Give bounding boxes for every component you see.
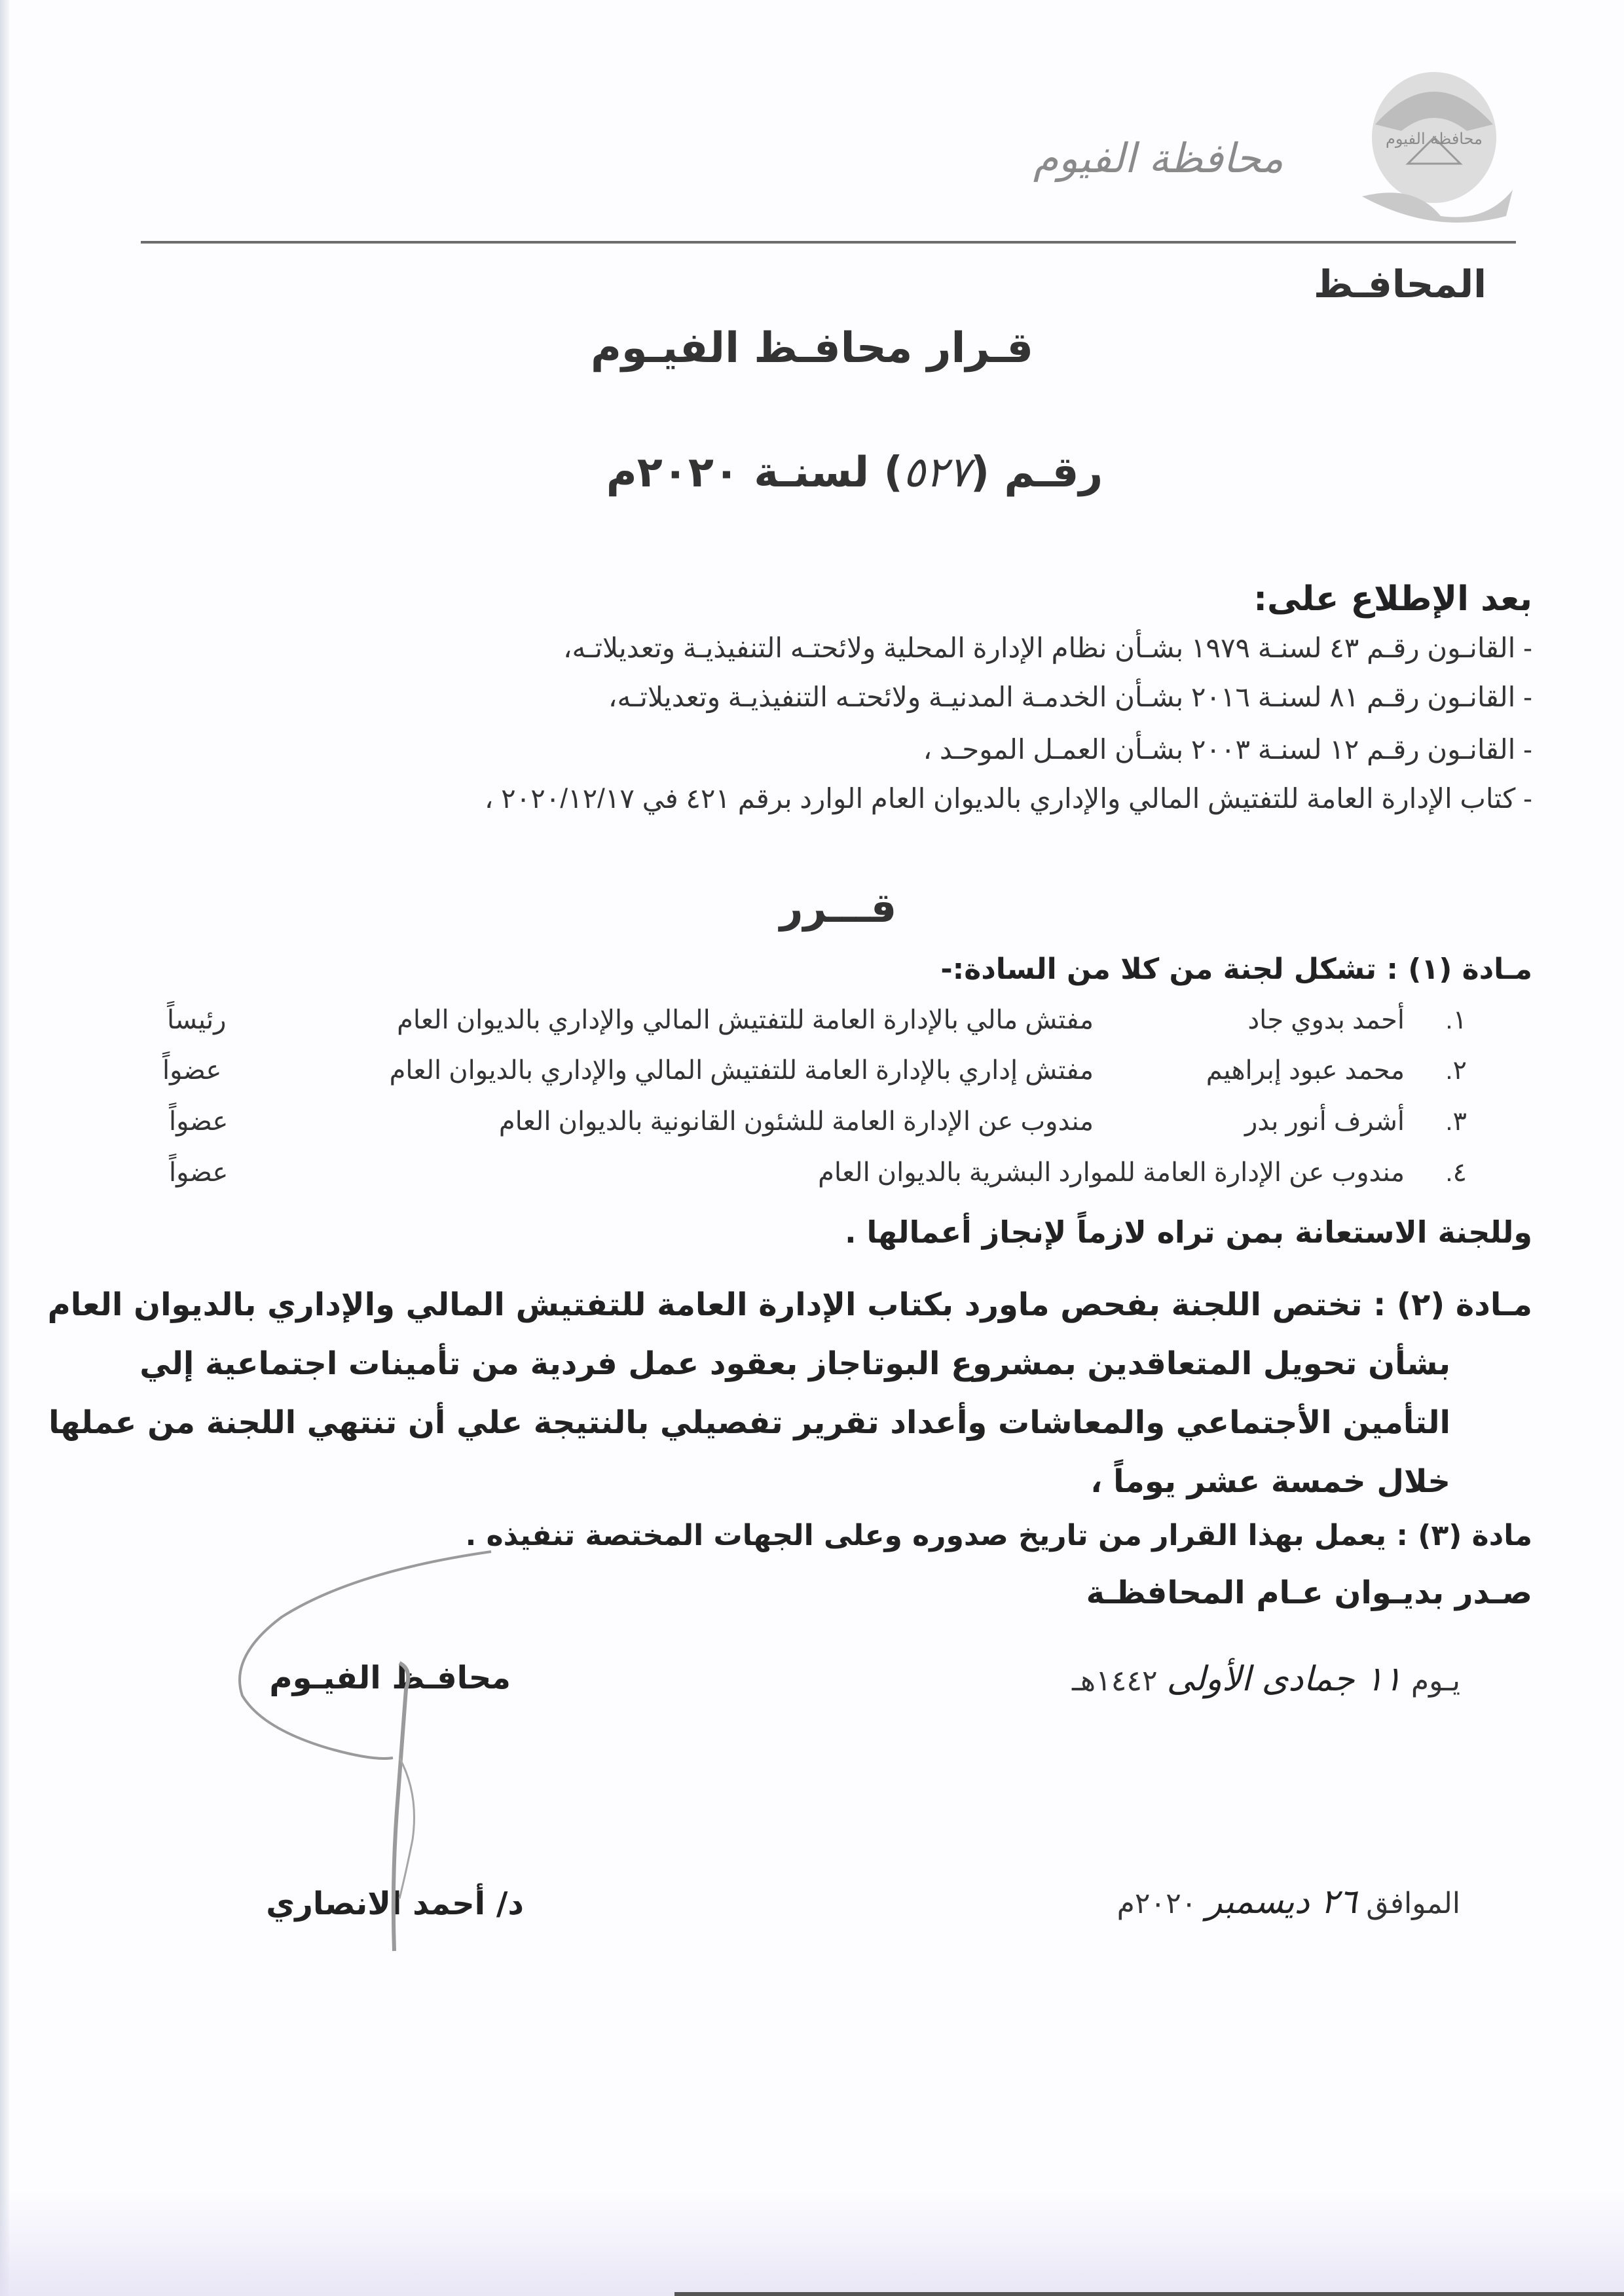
governorate-name: محافظة الفيوم [1033, 134, 1283, 182]
signatory-title: محافـظ الفيـوم [269, 1660, 511, 1696]
handwritten-signature-icon [223, 1532, 498, 1964]
article-2-line: التأمين الأجتماعي والمعاشات وأعداد تقرير تفصيلي بالنتيجة علي أن تنتهي اللجنة من عملها [48, 1404, 1450, 1441]
article-2-line: بشأن تحويل المتعاقدين بمشروع البوتاجاز بعقود عمل فردية من تأمينات اجتماعية إلي [139, 1345, 1450, 1382]
hijri-date-handwritten: ١١ جمادى الأولى [1166, 1660, 1402, 1699]
office-label: المحافـظ [1313, 262, 1486, 306]
member-role: رئيساً [167, 1006, 227, 1034]
decree-number [0, 448, 1624, 497]
member-name: محمد عبود إبراهيم [1206, 1056, 1405, 1085]
gregorian-date-prefix: الموافق [1366, 1887, 1460, 1920]
hijri-date-suffix: ١٤٤٢هـ [1072, 1664, 1158, 1698]
member-number: ٣. [1445, 1107, 1467, 1136]
hijri-date [1072, 1660, 1460, 1699]
hijri-date-prefix: يـوم [1411, 1664, 1460, 1698]
preamble-item: - القانـون رقـم ٨١ لسنـة ٢٠١٦ بشـأن الخدمـة المدنيـة ولائحتـه التنفيذيـة وتعديلاتـه، [608, 682, 1532, 712]
member-role: عضواً [162, 1056, 222, 1085]
governorate-seal-icon [1336, 65, 1526, 229]
member-position: مفتش إداري بالإدارة العامة للتفتيش المالي والإداري بالديوان العام [389, 1056, 1094, 1085]
decree-number-prefix: رقـم ( [970, 448, 1103, 497]
decided-heading: قـــرر [779, 884, 897, 932]
article-2-line: مـادة (٢) : تختص اللجنة بفحص ماورد بكتاب الإدارة العامة للتفتيش المالي والإداري بالديوان العام [47, 1286, 1532, 1323]
gregorian-date [1117, 1882, 1460, 1922]
gregorian-date-suffix: ٢٠٢٠م [1116, 1887, 1197, 1920]
article-1-note: وللجنة الاستعانة بمن تراه لازماً لإنجاز أعمالها . [845, 1214, 1532, 1250]
scan-bottom-shadow [0, 2191, 1624, 2296]
scan-bottom-bar [674, 2292, 1624, 2296]
member-name: أشرف أنور بدر [1244, 1107, 1405, 1136]
member-role: عضواً [169, 1107, 229, 1136]
member-number: ٤. [1445, 1158, 1467, 1187]
decree-number-handwritten: ٥٢٧ [902, 448, 970, 497]
gregorian-date-handwritten: ٢٦ ديسمبر [1206, 1882, 1357, 1922]
header-divider [141, 241, 1516, 244]
member-position: مفتش مالي بالإدارة العامة للتفتيش المالي والإداري بالديوان العام [397, 1006, 1094, 1034]
preamble-heading: بعد الإطلاع على: [1253, 579, 1532, 619]
decree-number-suffix: ) لسنـة ٢٠٢٠م [606, 448, 903, 497]
member-number: ٢. [1445, 1056, 1467, 1085]
member-position: مندوب عن الإدارة العامة للشئون القانونية بالديوان العام [498, 1107, 1094, 1136]
article-1-heading: مـادة (١) : تشكل لجنة من كلا من السادة:- [940, 953, 1532, 986]
article-2-line: خلال خمسة عشر يوماً ، [1090, 1463, 1450, 1500]
member-name: أحمد بدوي جاد [1247, 1006, 1405, 1034]
member-role: عضواً [169, 1158, 229, 1187]
article-3: مادة (٣) : يعمل بهذا القرار من تاريخ صدوره وعلى الجهات المختصة تنفيذه . [465, 1519, 1532, 1552]
preamble-item: - القانـون رقـم ٤٣ لسنـة ١٩٧٩ بشـأن نظام الإدارة المحلية ولائحتـه التنفيذيـة وتعديلاتـه، [563, 632, 1532, 663]
preamble-item: - كتاب الإدارة العامة للتفتيش المالي والإداري بالديوان العام الوارد برقم ٤٢١ في ٢٠٢٠/١٢/١٧ ، [484, 783, 1532, 814]
svg-text:محافظة الفيوم: محافظة الفيوم [1386, 130, 1483, 148]
preamble-item: - القانـون رقـم ١٢ لسنـة ٢٠٠٣ بشـأن العمـل الموحـد ، [923, 734, 1532, 765]
issued-statement: صـدر بديـوان عـام المحافظـة [1086, 1575, 1532, 1611]
member-number: ١. [1445, 1006, 1467, 1034]
decree-title: قـرار محافـظ الفيـوم [590, 324, 1034, 373]
member-position: مندوب عن الإدارة العامة للموارد البشرية بالديوان العام [818, 1158, 1405, 1187]
signatory-name: د/ أحمد الانصاري [266, 1886, 524, 1922]
